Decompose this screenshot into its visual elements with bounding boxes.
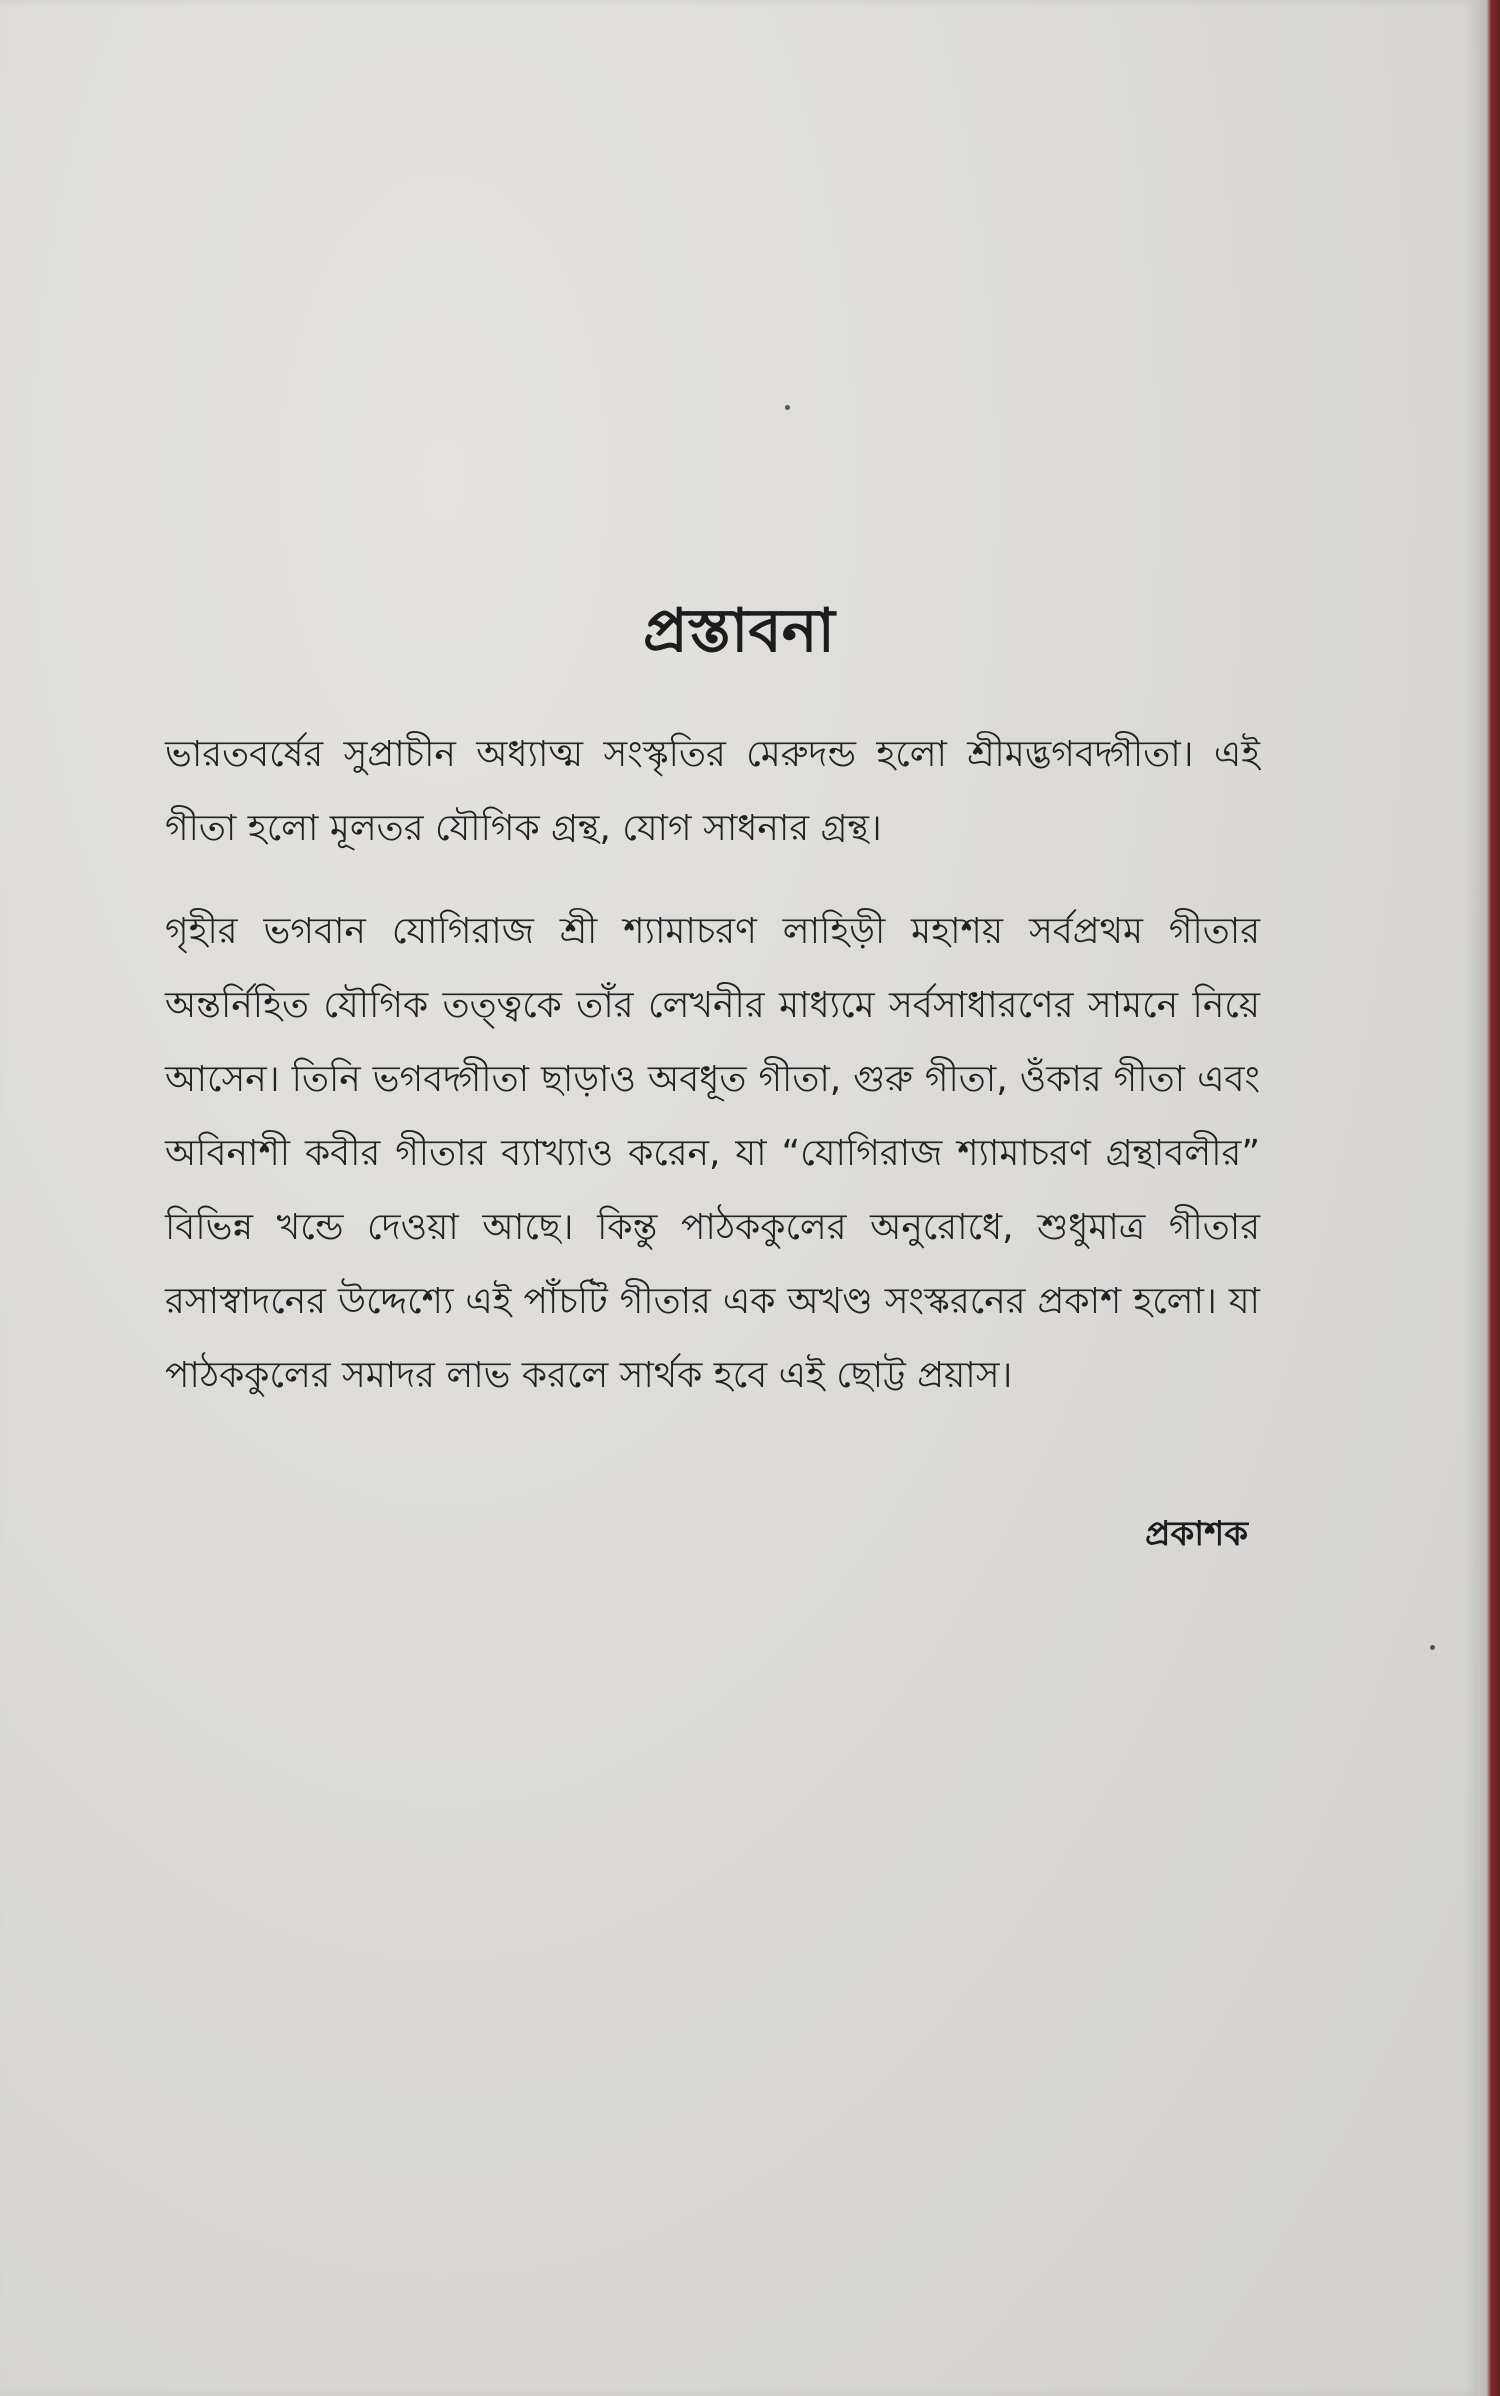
paragraph-main: গৃহীর ভগবান যোগিরাজ শ্রী শ্যামাচরণ লাহিড়ী মহাশয় সর্বপ্রথম গীতার অন্তর্নিহিত যৌগিক তত্ত্বকে তাঁর লেখনীর মাধ্যমে সর্বসাধারণের সামনে নিয়ে আসেন। তিনি ভগবদ্গীতা ছাড়াও অবধূত গীতা, গুরু গীতা, ওঁকার গীতা এবং অবিনাশী কবীর গীতার ব্যাখ্যাও করেন, যা “যোগিরাজ শ্যামাচরণ গ্রন্থাবলীর” বিভিন্ন খন্ডে দেওয়া আছে। কিন্তু পাঠককুলের অনুরোধে, শুধুমাত্র গীতার রসাস্বাদনের উদ্দেশ্যে এই পাঁচটি গীতার এক অখণ্ড সংস্করনের প্রকাশ হলো। যা পাঠককুলের সমাদর লাভ করলে সার্থক হবে এই ছোট্ট প্রয়াস। [165, 911, 1260, 1396]
paper-speck [785, 405, 790, 410]
publisher-signature: প্রকাশক [1145, 1514, 1248, 1554]
paper-speck [1430, 1645, 1435, 1650]
book-spine-edge [1478, 0, 1500, 2396]
page-title: প্রস্তাবনা [643, 596, 835, 666]
paragraph-intro: ভারতবর্ষের সুপ্রাচীন অধ্যাত্ম সংস্কৃতির মেরুদন্ড হলো শ্রীমদ্ভগবদ্গীতা। এই গীতা হলো মূলতর যৌগিক গ্রন্থ, যোগ সাধনার গ্রন্থ। [165, 734, 1260, 849]
